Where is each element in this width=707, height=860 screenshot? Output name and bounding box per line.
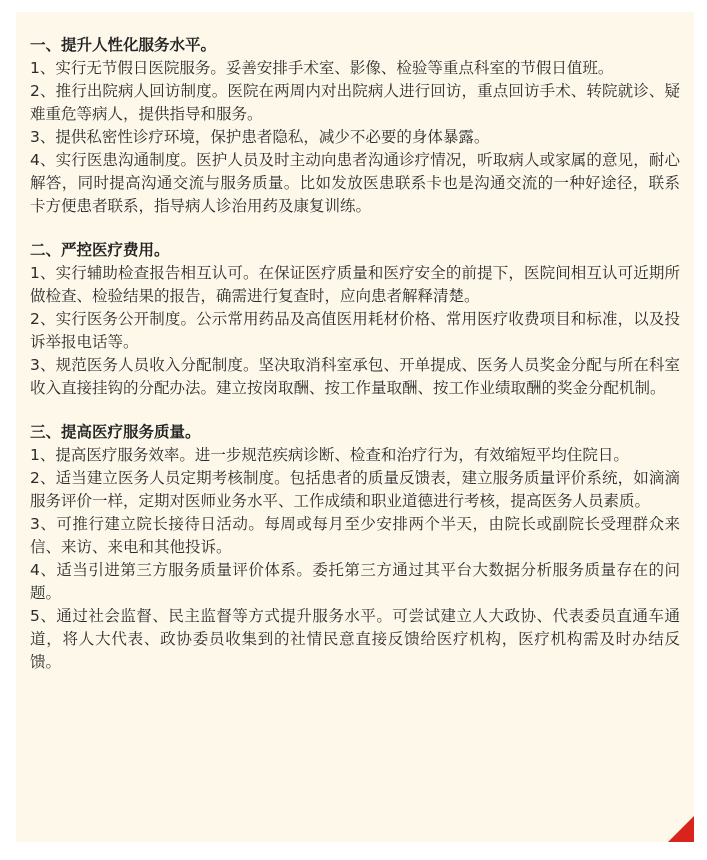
list-item: 2、适当建立医务人员定期考核制度。包括患者的质量反馈表，建立服务质量评价系统，如滴滴服务评价一样，定期对医师业务水平、工作成绩和职业道德进行考核，提高医务人员素质。 <box>30 469 680 510</box>
section-heading: 三、提高医疗服务质量。 <box>30 423 201 441</box>
list-item: 3、提供私密性诊疗环境，保护患者隐私，减少不必要的身体暴露。 <box>30 128 490 146</box>
article-card <box>16 12 694 842</box>
corner-triangle-decoration <box>668 816 694 842</box>
section-heading: 一、提升人性化服务水平。 <box>30 36 217 54</box>
list-item: 4、实行医患沟通制度。医护人员及时主动向患者沟通诊疗情况，听取病人或家属的意见，耐心解答，同时提高沟通交流与服务质量。比如发放医患联系卡也是沟通交流的一种好途径，联系卡方便患者联系，指导病人诊治用药及康复训练。 <box>30 151 680 215</box>
list-item: 4、适当引进第三方服务质量评价体系。委托第三方通过其平台大数据分析服务质量存在的问题。 <box>30 561 680 602</box>
section-service-quality <box>30 421 680 674</box>
list-item: 1、提高医疗服务效率。进一步规范疾病诊断、检查和治疗行为，有效缩短平均住院日。 <box>30 446 629 464</box>
list-item: 2、实行医务公开制度。公示常用药品及高值医用耗材价格、常用医疗收费项目和标准，以及投诉举报电话等。 <box>30 310 680 351</box>
list-item: 3、可推行建立院长接待日活动。每周或每月至少安排两个半天，由院长或副院长受理群众来信、来访、来电和其他投诉。 <box>30 515 680 556</box>
section-heading: 二、严控医疗费用。 <box>30 241 170 259</box>
list-item: 1、实行辅助检查报告相互认可。在保证医疗质量和医疗安全的前提下，医院间相互认可近期所做检查、检验结果的报告，确需进行复查时，应向患者解释清楚。 <box>30 264 680 305</box>
section-service-level <box>30 34 680 218</box>
list-item: 1、实行无节假日医院服务。妥善安排手术室、影像、检验等重点科室的节假日值班。 <box>30 59 614 77</box>
list-item: 3、规范医务人员收入分配制度。坚决取消科室承包、开单提成、医务人员奖金分配与所在科室收入直接挂钩的分配办法。建立按岗取酬、按工作量取酬、按工作业绩取酬的奖金分配机制。 <box>30 356 680 397</box>
list-item: 2、推行出院病人回访制度。医院在两周内对出院病人进行回访，重点回访手术、转院就诊、疑难重危等病人，提供指导和服务。 <box>30 82 680 123</box>
list-item: 5、通过社会监督、民主监督等方式提升服务水平。可尝试建立人大政协、代表委员直通车通道，将人大代表、政协委员收集到的社情民意直接反馈给医疗机构，医疗机构需及时办结反馈。 <box>30 607 680 671</box>
section-cost-control <box>30 239 680 400</box>
